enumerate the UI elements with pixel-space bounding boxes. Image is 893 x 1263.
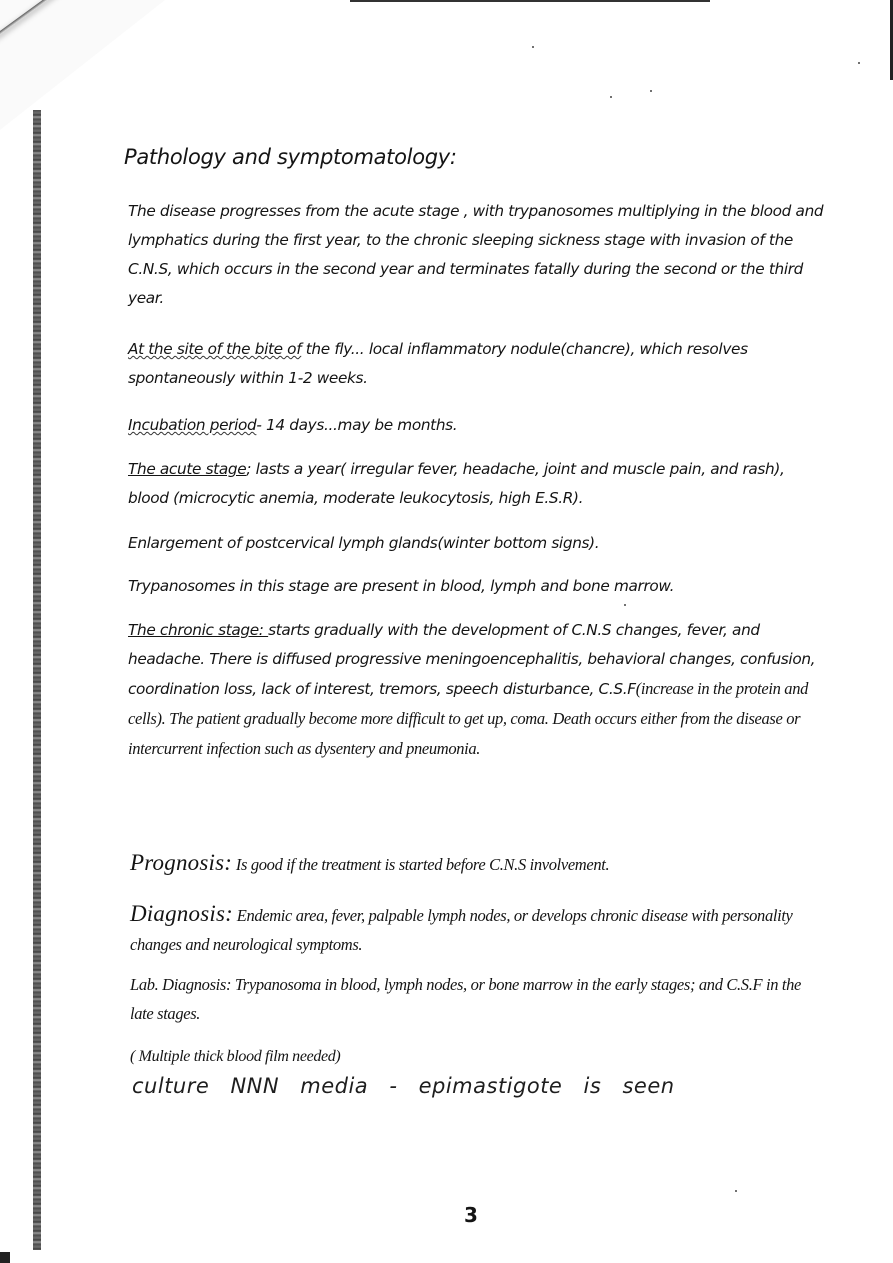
scan-speck xyxy=(610,96,612,98)
trypanosomes-stage-paragraph: Trypanosomes in this stage are present in blood, lymph and bone marrow. xyxy=(128,577,675,595)
acute-stage-paragraph xyxy=(128,455,828,513)
page-top-edge xyxy=(350,0,710,2)
chronic-stage-paragraph xyxy=(128,616,828,764)
page-number: 3 xyxy=(464,1203,478,1227)
bite-site-label: At the site of the bite of xyxy=(128,340,302,358)
chronic-stage-text: starts gradually with the development of C.N.S changes, fever, and headache. There is diffused progressive meningoencephalitis, behavioral changes, confusion, coordination loss, lack of interest, tremors, speech disturbance, C.S.F xyxy=(128,621,816,698)
diagnosis-text: Endemic area, fever, palpable lymph nodes, or develops chronic disease with personality changes and neurological symptoms. xyxy=(130,906,793,954)
acute-stage-label: The acute stage xyxy=(128,460,247,478)
chronic-stage-text-continued: (increase in the protein and cells). The patient gradually become more difficult to get up, coma. Death occurs either from the disease or intercurrent infection such as dysentery and pneumonia. xyxy=(128,679,808,758)
prognosis-text: Is good if the treatment is started before C.N.S involvement. xyxy=(232,855,610,874)
bite-site-text: the fly... local inflammatory nodule(chancre), which resolves spontaneously within 1-2 weeks. xyxy=(128,340,748,387)
enlargement-paragraph: Enlargement of postcervical lymph glands(winter bottom signs). xyxy=(128,534,600,552)
diagnosis-label: Diagnosis: xyxy=(130,901,233,926)
section-heading: Pathology and symptomatology: xyxy=(124,145,457,169)
binding-shadow xyxy=(33,110,41,1250)
incubation-label: Incubation period xyxy=(128,416,257,434)
scan-speck xyxy=(735,1190,737,1192)
scan-speck xyxy=(858,62,860,64)
incubation-text: - 14 days...may be months. xyxy=(256,416,458,434)
chronic-stage-label: The chronic stage: xyxy=(128,621,269,639)
folded-corner xyxy=(0,0,165,130)
prognosis-label: Prognosis: xyxy=(130,850,233,875)
bite-site-paragraph xyxy=(128,335,828,393)
prognosis-paragraph xyxy=(130,848,830,879)
handwritten-note: culture NNN media - epimastigote is seen xyxy=(132,1074,675,1098)
acute-stage-text: ; lasts a year( irregular fever, headache, joint and muscle pain, and rash), blood (microcytic anemia, moderate leukocytosis, high E.S.R). xyxy=(128,460,785,507)
intro-paragraph: The disease progresses from the acute stage , with trypanosomes multiplying in the blood and lymphatics during the first year, to the chronic sleeping sickness stage with invasion of the C.N.S, which occurs in the second year and terminates fatally during the second or the third year. xyxy=(128,202,824,307)
lab-diagnosis-paragraph: Lab. Diagnosis: Trypanosoma in blood, lymph nodes, or bone marrow in the early stages; and C.S.F in the late stages. xyxy=(130,975,801,1023)
scan-corner-mark xyxy=(0,1252,10,1263)
scan-speck xyxy=(650,90,652,92)
scan-speck xyxy=(624,604,626,606)
blood-film-note: ( Multiple thick blood film needed) xyxy=(130,1048,341,1065)
scan-speck xyxy=(532,46,534,48)
diagnosis-paragraph xyxy=(130,899,820,959)
incubation-paragraph xyxy=(128,411,828,440)
